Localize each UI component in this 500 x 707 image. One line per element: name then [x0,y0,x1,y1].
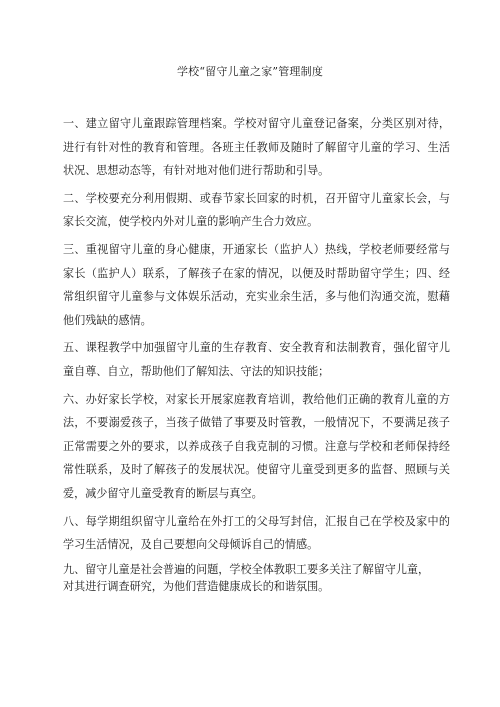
document-body [63,112,450,599]
paragraph-3: 三、重视留守儿童的身心健康，开通家长（监护人）热线，学校老师要经常与家长（监护人）联系，了解孩子在家的情况，以便及时帮助留守学生；四、经常组织留守儿童参与文体娱乐活动，充实业余生活，多与他们沟通交流，慰藉他们残缺的感情。 [63,242,450,327]
paragraph-2: 二、学校要充分利用假期、或春节家长回家的时机，召开留守儿童家长会，与家长交流，使学校内外对儿童的影响产生合力效应。 [63,191,450,229]
paragraph-8: 八、每学期组织留守儿童给在外打工的父母写封信，汇报自己在学校及家中的学习生活情况，及自己要想向父母倾诉自己的情感。 [63,514,450,552]
paragraph-9: 九、留守儿童是社会普遍的问题，学校全体教职工要多关注了解留守儿童， 对其进行调查研究，为他们营造健康成长的和谐氛围。 [63,562,430,593]
paragraph-5: 五、课程教学中加强留守儿童的生存教育、安全教育和法制教育，强化留守儿童自尊、自立，帮助他们了解知法、守法的知识技能； [63,341,450,378]
paragraph-6: 六、办好家长学校，对家长开展家庭教育培训，教给他们正确的教育儿童的方法，不要溺爱孩子，当孩子做错了事要及时管教，一般情况下，不要满足孩子正常需要之外的要求，以养成孩子自我克制的习惯。注意与学校和老师保持经常性联系，及时了解孩子的发展状况。使留守儿童受到更多的监督、照顾与关爱，减少留守儿童受教育的断层与真空。 [63,392,450,500]
document-title: 学校“留守儿童之家”管理制度 [176,65,324,78]
paragraph-1: 一、建立留守儿童跟踪管理档案。学校对留守儿童登记备案，分类区别对待，进行有针对性的教育和管理。各班主任教师及随时了解留守儿童的学习、生活状况、思想动态等，有针对地对他们进行帮助和引导。 [63,117,450,178]
